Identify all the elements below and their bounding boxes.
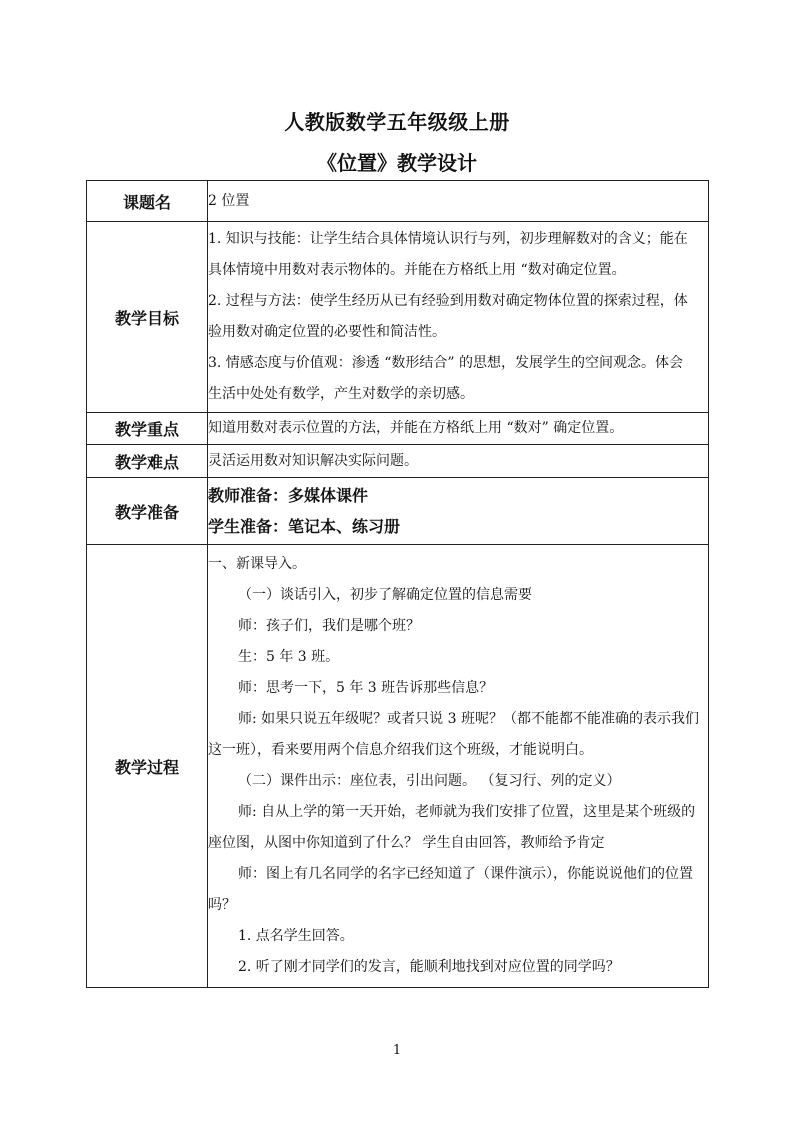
page-number: 1: [392, 1043, 402, 1058]
document-title: 人教版数学五年级级上册: [284, 110, 510, 134]
value-key-points: 知道用数对表示位置的方法，并能在方格纸上用 “数对” 确定位置。: [208, 413, 709, 445]
value-topic: 2 位置: [208, 181, 709, 222]
table-row-topic: [87, 181, 709, 222]
goal-line: 2. 过程与方法：使学生经历从已有经验到用数对确定物体位置的探索过程，体: [208, 293, 688, 309]
label-goals: 教学目标: [87, 222, 208, 413]
label-topic: 课题名: [87, 181, 208, 222]
value-difficulty: 灵活运用数对知识解决实际问题。: [208, 445, 709, 478]
lesson-plan-table: [86, 180, 709, 988]
process-line: 一、新课导入。: [208, 556, 306, 572]
table-row-preparation: [87, 478, 709, 545]
process-line: 师: 自从上学的第一天开始，老师就为我们安排了位置，这里是某个班级的: [238, 804, 696, 820]
process-line: 生：5 年 3 班。: [238, 649, 340, 665]
process-line: 1. 点名学生回答。: [238, 928, 354, 944]
table-row-goals: [87, 222, 709, 413]
process-line: 2. 听了刚才同学们的发言，能顺利地找到对应位置的同学吗？: [238, 959, 620, 975]
teacher-preparation: 教师准备：多媒体课件: [208, 486, 369, 505]
goal-line: 具体情境中用数对表示物体的。并能在方格纸上用 “数对确定位置。: [208, 262, 626, 278]
value-preparation: [208, 478, 709, 545]
goal-line: 1. 知识与技能：让学生结合具体情境认识行与列，初步理解数对的含义；能在: [208, 231, 688, 247]
value-goals: [208, 222, 709, 413]
process-line: 吗？: [208, 897, 236, 913]
goal-line: 生活中处处有数学，产生对数学的亲切感。: [208, 386, 474, 402]
process-line: 师：思考一下，5 年 3 班告诉那些信息？: [238, 680, 494, 696]
table-row-difficulty: [87, 445, 709, 478]
goal-line: 验用数对确定位置的必要性和简洁性。: [208, 324, 446, 340]
table-row-process: [87, 545, 709, 988]
table-row-key-points: [87, 413, 709, 445]
label-preparation: 教学准备: [87, 478, 208, 545]
label-process: 教学过程: [87, 545, 208, 988]
process-line: （二）课件出示：座位表，引出问题。 （复习行、列的定义）: [238, 773, 621, 789]
process-line: 师：孩子们，我们是哪个班？: [238, 618, 420, 634]
goal-line: 3. 情感态度与价值观：渗透 “数形结合” 的思想，发展学生的空间观念。体会: [208, 355, 684, 371]
label-key-points: 教学重点: [87, 413, 208, 445]
value-process: [208, 545, 709, 988]
process-line: 座位图，从图中你知道到了什么？ 学生自由回答，教师给予肯定: [208, 835, 605, 851]
process-line: 师: 如果只说五年级呢？或者只说 3 班呢？（都不能都不能准确的表示我们: [238, 711, 699, 727]
process-line: （一）谈话引入，初步了解确定位置的信息需要: [238, 587, 532, 603]
label-difficulty: 教学难点: [87, 445, 208, 478]
process-line: 这一班），看来要用两个信息介绍我们这个班级，才能说明白。: [208, 742, 593, 758]
student-preparation: 学生准备：笔记本、练习册: [208, 517, 401, 536]
document-subtitle: 《位置》教学设计: [317, 151, 477, 175]
process-line: 师：图上有几名同学的名字已经知道了（课件演示），你能说说他们的位置: [238, 866, 693, 882]
